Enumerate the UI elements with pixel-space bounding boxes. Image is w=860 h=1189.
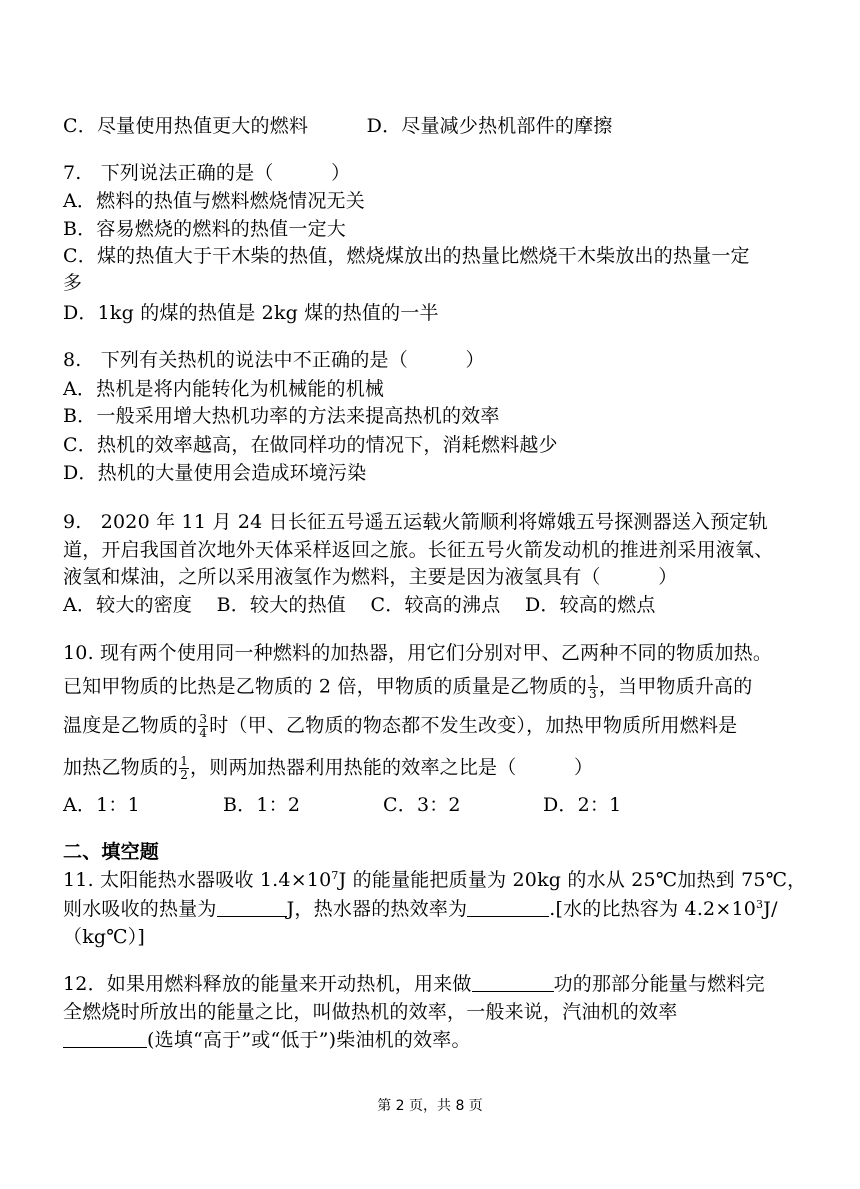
q9-line-1: 9. 2020 年 11 月 24 日长征五号遥五运载火箭顺利将嫦娥五号探测器送入预定轨: [63, 511, 768, 533]
fraction-one-half: [179, 755, 189, 782]
q7-option-c: C．煤的热值大于干木柴的热值，燃烧煤放出的热量比燃烧干木柴放出的热量一定: [63, 245, 750, 267]
q10-option-c: C．3：2: [383, 794, 461, 816]
q10-line-3-text-end: 时（甲、乙物质的物态都不发生改变），加热甲物质所用燃料是: [209, 714, 738, 737]
q10-line-4: [63, 755, 838, 782]
q12-text-end: 功的那部分能量与燃料完: [553, 973, 765, 995]
q6-option-d: D．尽量减少热机部件的摩擦: [366, 115, 613, 137]
q7-option-a: A．燃料的热值与燃料燃烧情况无关: [63, 190, 365, 212]
q10-line-3: [63, 713, 838, 740]
page-footer: 第 2 页，共 8 页: [377, 1098, 483, 1114]
q10-line-1: 10. 现有两个使用同一种燃料的加热器，用它们分别对甲、乙两种不同的物质加热。: [63, 642, 773, 664]
q9-option-d: D．较高的燃点: [524, 594, 656, 616]
q12-line-1: [63, 972, 838, 996]
q10-line-4-text-end: ，则两加热器利用热能的效率之比是（ ）: [190, 756, 594, 779]
q9-options: [63, 593, 838, 617]
q11-line-2: [63, 897, 838, 921]
q6-option-c: C．尽量使用热值更大的燃料: [63, 115, 309, 137]
q7-option-d: D．1kg 的煤的热值是 2kg 煤的热值的一半: [63, 302, 439, 324]
q11-text-end: J/: [763, 898, 778, 920]
q12-line-3: [63, 1028, 838, 1052]
q10-options: [63, 793, 838, 817]
q11-text-end: J 的能量能把质量为 20kg 的水从 25℃加热到 75℃，: [338, 869, 807, 891]
q9-option-b: B．较大的热值: [216, 594, 346, 616]
q11-text: 11. 太阳能热水器吸收 1.4×10: [63, 869, 332, 891]
q11-line-1: [63, 868, 838, 892]
q12-text: 12．如果用燃料释放的能量来开动热机，用来做: [63, 973, 472, 995]
q10-line-2-text: 已知甲物质的比热是乙物质的 2 倍，甲物质的质量是乙物质的: [63, 675, 587, 698]
q10-line-4-text: 加热乙物质的: [63, 756, 179, 779]
q6-options-cd: [63, 114, 838, 138]
q8-option-c: C．热机的效率越高，在做同样功的情况下，消耗燃料越少: [63, 434, 558, 456]
answer-blank-useful-work[interactable]: [472, 973, 554, 992]
q10-line-3-text: 温度是乙物质的: [63, 714, 198, 737]
q11-text: 则水吸收的热量为: [63, 898, 217, 920]
exponent: 7: [331, 869, 339, 882]
q9-option-c: C．较高的沸点: [370, 594, 501, 616]
q8-option-a: A．热机是将内能转化为机械能的机械: [63, 378, 385, 400]
q10-option-d: D．2：1: [543, 794, 622, 816]
q8-option-d: D．热机的大量使用会造成环境污染: [63, 462, 367, 484]
q9-line-3: 液氢和煤油，之所以采用液氢作为燃料，主要是因为液氢具有（ ）: [63, 566, 678, 588]
fraction-denominator: 2: [180, 768, 189, 782]
fraction-denominator: 3: [588, 687, 597, 701]
q9-line-2: 道，开启我国首次地外天体采样返回之旅。长征五号火箭发动机的推进剂采用液氧、: [63, 539, 774, 561]
section-title-fill-in: 二、填空题: [63, 841, 160, 863]
q11-line-3: （kg℃）]: [63, 926, 146, 948]
answer-blank-heat[interactable]: [217, 898, 287, 917]
fraction-numerator: 3: [199, 712, 208, 726]
q7-option-b: B．容易燃烧的燃料的热值一定大: [63, 218, 346, 240]
fraction-three-quarters: [198, 713, 208, 740]
answer-blank-efficiency[interactable]: [467, 898, 549, 917]
q7-stem: 7. 下列说法正确的是（ ）: [63, 162, 351, 184]
q12-line-2: 全燃烧时所放出的能量之比，叫做热机的效率，一般来说，汽油机的效率: [63, 1001, 678, 1023]
q10-line-2: [63, 674, 838, 701]
q10-line-2-text-end: ，当甲物质升高的: [598, 675, 753, 698]
fraction-one-third: [588, 674, 598, 701]
q11-text: J，热水器的热效率为: [286, 898, 468, 920]
q9-option-a: A．较大的密度: [63, 594, 193, 616]
q12-text-end: (选填“高于”或“低于”)柴油机的效率。: [147, 1029, 471, 1051]
q8-stem: 8. 下列有关热机的说法中不正确的是（ ）: [63, 349, 485, 371]
fraction-denominator: 4: [199, 726, 208, 740]
q11-text: .[水的比热容为 4.2×10: [549, 898, 757, 920]
fraction-numerator: 1: [588, 673, 597, 687]
fraction-numerator: 1: [180, 754, 189, 768]
q7-option-c-cont: 多: [63, 272, 83, 294]
answer-blank-comparison[interactable]: [63, 1029, 147, 1048]
q10-option-b: B．1：2: [223, 794, 301, 816]
q8-option-b: B．一般采用增大热机功率的方法来提高热机的效率: [63, 405, 500, 427]
exponent: 3: [756, 898, 764, 911]
q10-option-a: A．1：1: [63, 794, 140, 816]
